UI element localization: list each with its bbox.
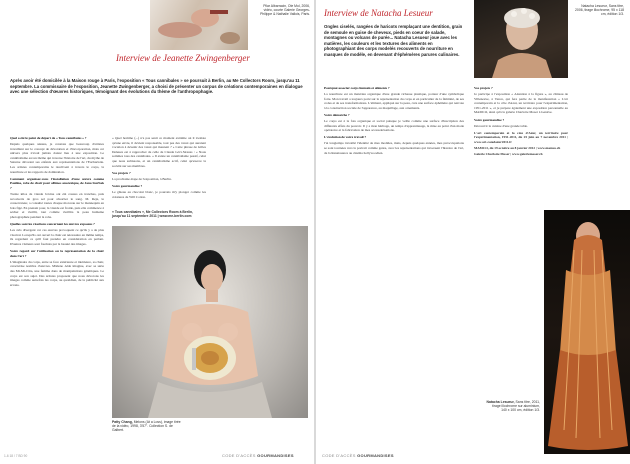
show-info: Galerie Charlotte Moser | www.galeriemoser.ch: [474, 152, 543, 157]
caption-details: Sans titre, 2011, tirage illochrome sur aluminium, 140 x 100 cm, édition 1/3.: [492, 400, 540, 413]
right-page: [316, 0, 630, 464]
woman-with-melon-illustration: [112, 226, 308, 418]
show-info: « Tous cannibales », Me Collectors Room à Berlin, jusqu'au 11 septembre 2011 | www.me-berlin.com: [112, 210, 193, 219]
show-info: L'art contemporain et la côte d'Azur, un territoire pour l'expérimentation, 1951-2011, du 25 juin au 7 novembre 2011 | www.art-cotedazur2011.fr: [474, 130, 568, 144]
question: Quel a été le point de départ de « Tous cannibales » ?: [10, 136, 87, 140]
footer-word: GOURMANDISES: [257, 453, 294, 458]
paragraph: Les avis divergent car ces œuvres provoquent ce qu'ils y a de plus viscéral. Lorsqu'ils ont ouvert la chair est nécessaire en même temps, ils regardent ce qu'il faut prendre en considération en parlant. D'autres visiteurs sont fascinés par la beauté des images.: [10, 228, 104, 246]
paragraph: Découvrir la cuisine d'une grande table.: [474, 123, 528, 128]
top-photo-caption: Natacha Lesueur, Sans titre, 2006, tirage illochrome, 95 x 118 cm, édition 1/3.: [575, 4, 624, 17]
top-photo-pilar: [150, 0, 248, 50]
right-column-1: [324, 86, 464, 448]
right-footer: [322, 453, 394, 458]
title-name: Jeanette Zwingenberger: [162, 53, 250, 63]
interview-intro: Après avoir été domicilée à la Maison rouge à Paris, l'exposition « Tous cannibales » se poursuit à Berlin, au Me Collectors Room, jusqu'au 11 septembre. La commissaire de l'exposition, Jeanette Zwingenberger, a choisi de présenter un corpus de créations contemporaines en dialogue avec une sélection d'œuvres historiques, témoignant des évolutions du thème de l'anthropophagie.: [10, 78, 303, 95]
paragraph: Le corps est à la fois organique et social puisque je veille comme une surface d'inscription des différents effets du pouvoir. Il y a mon héritage, un temps d'apprentissage, la mise au point d'un mode opératoire et la fabrication de mes accessoirisations.: [324, 119, 464, 133]
paragraph: L'imaginaire du corps, entre sa face extérieure et intérieure, sa chair, caractérise nombre d'œuvres. Mâdeno Alda imagine, avec sa série des Mi-Mi-Câra, une femme dans de manipulations génétiques. Le corps est son sujet. Des artistes proposent que nous dévorons les images comme autrefois les corps, au quotidien, de la publicité aux écrans.: [10, 259, 104, 287]
top-photo-caption: Pilar Albarracin, Ole Mol, 2006, vidéo, courte Galerie Georges-Philippe & Nathalie Vallois, Paris.: [260, 4, 310, 17]
caption-details: Melons (At a Loss), image tirée de la vidéo, 1998, 3'57". Collection S. de Galbert.: [112, 420, 181, 433]
caption-artist: Natacha Lesueur,: [486, 400, 515, 404]
question: Pourquoi associer corps humain et aliments ?: [324, 86, 390, 90]
question: Vos projets ?: [112, 170, 131, 175]
caption-artist: Patty Chang,: [112, 420, 133, 424]
question: Quelles sont les réactions concernant les œuvres exposées ?: [10, 222, 95, 227]
paragraph: Trente kilos de viande bovine ont été cousus en tranches, puis recouverts de gros sel pour absorber le sang. M. Reja, le conservateur, a consulté toutes chaque morceau sur le mannequin en bois figé. En prenant pour, la viande est froide, puis elle commence à sécher et vieillit, tout comme vieillira la peau humaine photographiée pendant la robe.: [10, 192, 104, 219]
footer-prefix: CODE D'ACCÈS: [322, 453, 356, 458]
figure-silhouette: [150, 0, 248, 50]
footer-prefix: CODE D'ACCÈS: [222, 453, 256, 458]
paragraph: La prochaine étape de l'exposition, à Berlin.: [112, 176, 172, 181]
paragraph: Le gâteau au chocolat blanc, je pourrais m'y plonger comme les créatures de Will Cotton.: [112, 189, 206, 199]
lesueur-photo-caption: [486, 400, 540, 413]
left-page: [0, 0, 314, 464]
title-prefix: Interview de: [324, 8, 369, 18]
question: Votre gourmandise ?: [474, 117, 505, 122]
question: L'évolution de votre travail ?: [324, 135, 367, 140]
right-column-2: [474, 86, 568, 196]
question: Vos projets ?: [474, 86, 493, 90]
patty-chang-caption: [112, 420, 182, 433]
title-prefix: Interview de: [116, 53, 161, 63]
title-name: Natacha Lesueur: [370, 8, 433, 18]
question: Comment organisez-vous l'installation d'une œuvre comme Paulina, robe de chair pour albinos anorexique, de Jana Sterbak ?: [10, 176, 104, 190]
show-info: MAMCO, du 19 octobre au 8 janvier 2012 | www.mamco.ch: [474, 146, 561, 151]
patty-chang-photo: [112, 226, 308, 418]
paragraph: Je participe à l'exposition « Attention à la figure », au château de Villeneuve, à Vence, qui fera partie de la manifestation « L'art contemporain et la côte d'Azur, un territoire pour l'expérimentation, 1951-2011 », et je prépare également une exposition personnelle au MAMCO, ainsi qu'à la galerie Charlotte Moser à Genève.: [474, 92, 568, 115]
left-column-1: [10, 136, 104, 436]
question: Votre regard sur l'utilisation ou la représentation de la chair dans l'art ?: [10, 249, 104, 258]
paragraph: La nourriture est un matériau organique d'une grande richesse plastique, porteur d'une symbolique forte. Mon travail a toujours porté sur la représentation du corps et en particulier de la féminité, de ses codes et de ses transformations. L'aliment, appliqué sur la peau, crée une surface éphémère qui renvoie à la construction sociale de l'apparence, au maquillage, aux ornements.: [324, 92, 464, 110]
paragraph: « Quel homme (...) n'a pas senti ce moment extrême où il n'existe qu'une envie, il devient responsable, tout pas des vœux qui auraient vocation à devenir des vœux qui meurent ? » Cette phrase de Gilles Deleuze est à rapprocher de celle de Claude Lévi-Strauss : « Nous sommes tous des cannibales. » Il existe un cannibalisme passif, celui que nous subissons, et un cannibalisme actif, celui qu'exerce la société sur ses membres.: [112, 136, 206, 168]
top-photo-lesueur: [474, 0, 568, 78]
paragraph: J'ai longtemps travaillé l'identité de mes modèles, mais, depuis quelques années, mes préoccupations se sont tournées vers la portrait comme genre, avec les représentations qui traversent l'histoire de l'art, de la Renaissance au cinéma hollywoodien.: [324, 141, 464, 155]
figure-with-food-hair-illustration: [544, 210, 630, 454]
question: Votre gourmandise ?: [112, 183, 143, 188]
figure-with-food-illustration: [474, 0, 568, 78]
interview-title: [324, 8, 464, 18]
page-mark: 1-6 18 / 7 BD 90: [4, 454, 28, 458]
paragraph: Depuis quelques années, je constate que beaucoup d'artistes travaillent sur le concept de dévoration et d'incorporation, mais cet univers plus n'avait jamais donné lieu à une exposition. Le cannibalisme est un thème qui traverse l'histoire de l'art, du mythe de Saturne dévorant ses enfants aux représentations de l'Eucharistie. Les artistes contemporains le réactivent à travers le corps, la nourriture et les rapports de domination.: [10, 142, 104, 174]
interview-intro: Ongles ciselés, rangées de haricots remplaçant une dentition, grain de semoule en guise de cheveux, pieds en coeur de salade, montagnes ou volcans de purée... Natacha Lesueur joue avec les matières, les couleurs et les textures des aliments en photographiant des corps modelés recouverts de nourriture en masques de modèle, en devenant d'éphémères parures culinaires.: [324, 24, 463, 57]
question: Votre démarche ?: [324, 112, 350, 117]
interview-title: [116, 53, 306, 63]
lesueur-photo: [544, 210, 630, 454]
left-footer: [222, 453, 294, 458]
footer-word: GOURMANDISES: [357, 453, 394, 458]
